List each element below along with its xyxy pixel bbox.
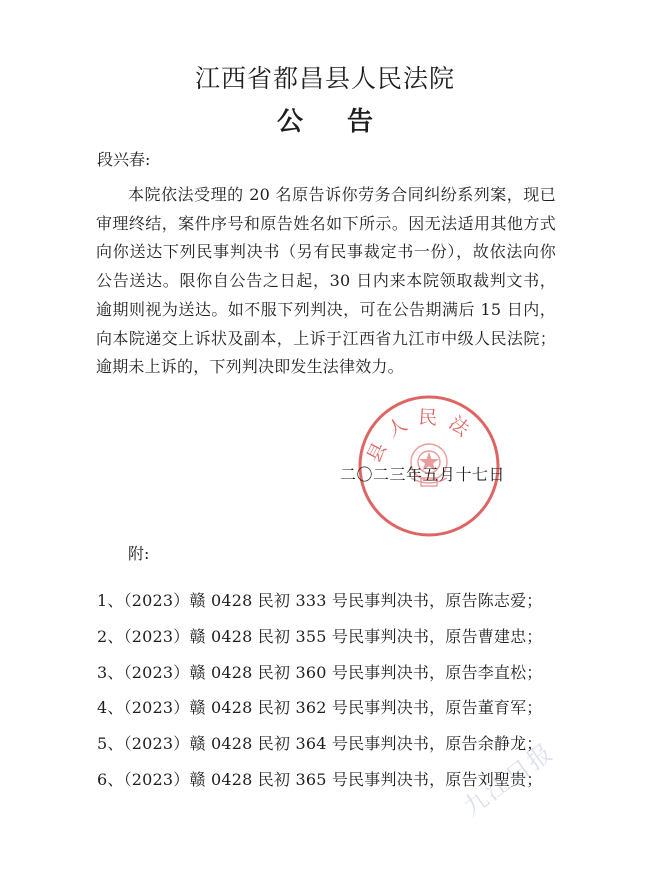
list-item: 5、（2023）赣 0428 民初 364 号民事判决书，原告余静龙；: [97, 734, 543, 754]
watermark: 九江日报: [458, 737, 559, 822]
list-item: 6、（2023）赣 0428 民初 365 号民事判决书，原告刘聖贵；: [97, 769, 543, 789]
notice-date: 二〇二三年五月十七日: [340, 465, 506, 484]
list-item: 1、（2023）赣 0428 民初 333 号民事判决书，原告陈志爱；: [97, 591, 543, 610]
seal-lettering: 县人民法: [362, 406, 482, 467]
notice-body: 本院依法受理的 20 名原告诉你劳务合同纠纷系列案，现已审理终结，案件序号和原告姓名如下所示。因无法适用其他方式向你送达下列民事判决书（另有民事裁定书一份），故依法向你公告送达。限你自公告之日起，30 日内来本院领取裁判文书，逾期则视为送达。如不服下列判决，可在公告期满后 15 日内，向本院递交上诉状及副本，上诉于江西省九江市中级人民法院；逾期未上诉的，下列判决即发生法律效力。: [96, 185, 556, 377]
court-name-heading: 江西省都昌县人民法院: [194, 64, 455, 93]
list-item: 3、（2023）赣 0428 民初 360 号民事判决书，原告李直松；: [97, 662, 543, 682]
addressee: 段兴春:: [97, 150, 151, 169]
list-item: 4、（2023）赣 0428 民初 362 号民事判决书，原告董育军；: [97, 698, 543, 718]
notice-heading: 公告: [276, 107, 417, 137]
annex-list: [97, 588, 543, 803]
annex-label: 附:: [128, 544, 150, 563]
list-item: 2、（2023）赣 0428 民初 355 号民事判决书，原告曹建忠；: [97, 626, 543, 646]
